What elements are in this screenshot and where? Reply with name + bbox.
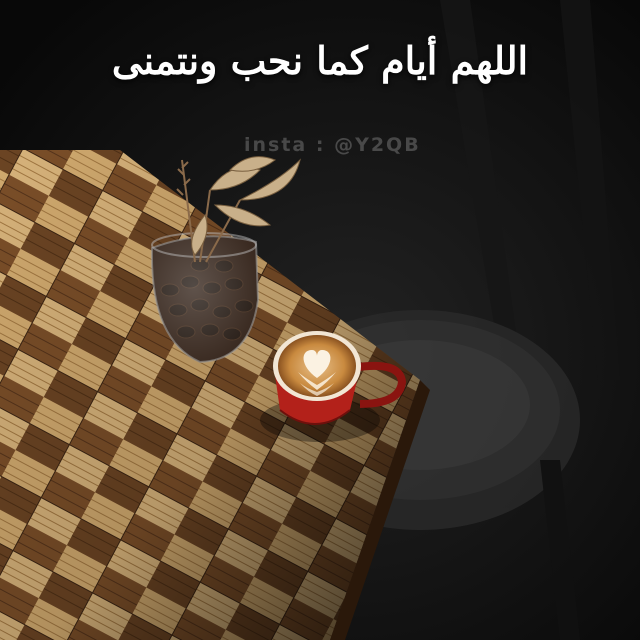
arabic-caption: اللهم أيام كما نحب ونتمنى <box>111 38 529 83</box>
instagram-watermark: insta : @Y2QB <box>244 134 421 156</box>
